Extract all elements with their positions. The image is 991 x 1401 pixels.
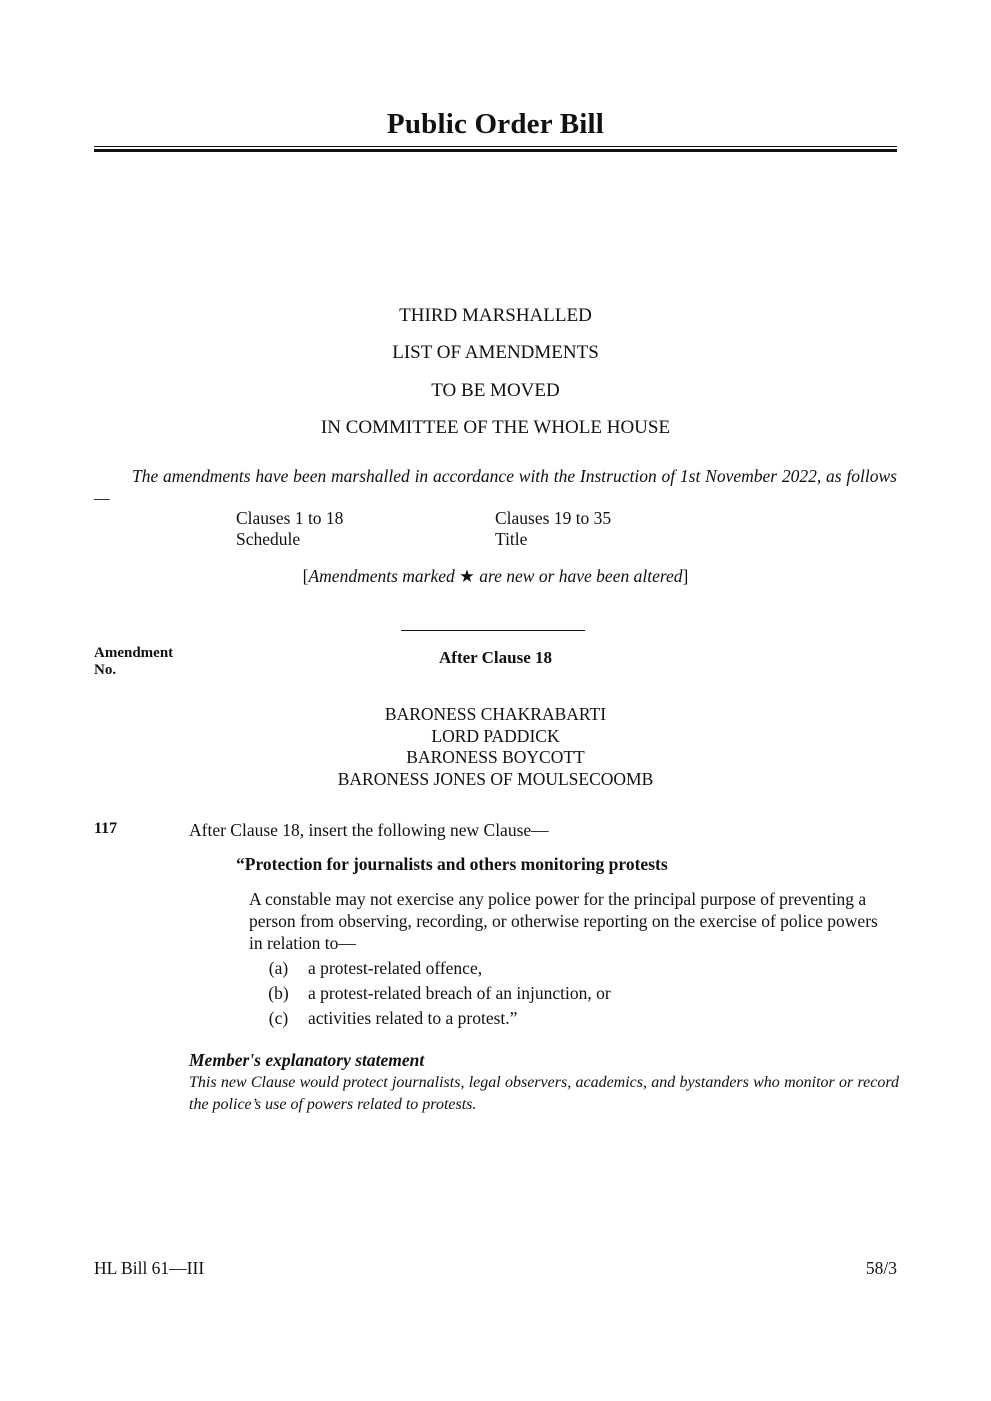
heading-line-3: TO BE MOVED (431, 380, 560, 401)
amendment-note (94, 566, 897, 587)
paragraph-label: (a) (268, 958, 289, 978)
page-reference: 58/3 (865, 1258, 897, 1278)
heading-line-1: THIRD MARSHALLED (399, 305, 592, 326)
sponsor-name: BARONESS CHAKRABARTI (384, 704, 607, 724)
title-rule-thick (94, 149, 897, 152)
new-clause-title: “Protection for journalists and others monitoring protests (236, 854, 668, 874)
paragraph-text: activities related to a protest.” (308, 1008, 518, 1028)
note-bracket-close: ] (682, 566, 689, 586)
paragraph-label: (c) (268, 1008, 289, 1028)
amendment-number: 117 (94, 820, 118, 837)
clause-paragraph (249, 1008, 517, 1029)
paragraph-text: a protest-related offence, (308, 958, 483, 978)
note-text-2: are new or have been altered (474, 566, 683, 586)
new-clause-body: A constable may not exercise any police power for the principal purpose of preventing a person from observing, recording, or otherwise reporting on the exercise of police powers in relation to— (249, 889, 878, 953)
section-divider (401, 630, 585, 631)
sponsor-list (94, 704, 897, 790)
explanatory-statement-heading: Member's explanatory statement (189, 1050, 425, 1070)
amendment-label-line1: Amendment (94, 645, 174, 661)
sponsor-name: LORD PADDICK (431, 725, 560, 746)
bill-reference: HL Bill 61—III (94, 1258, 205, 1278)
amendment-instruction: After Clause 18, insert the following new Clause— (189, 820, 549, 840)
paragraph-label: (b) (268, 983, 289, 1003)
paragraph-text: a protest-related breach of an injunction, or (308, 983, 611, 1003)
marshalling-item: Clauses 1 to 18 (236, 508, 344, 528)
marshalling-item: Clauses 19 to 35 (495, 508, 612, 528)
heading-line-2: LIST OF AMENDMENTS (392, 342, 599, 363)
section-title: After Clause 18 (439, 648, 552, 667)
bill-title: Public Order Bill (386, 108, 605, 140)
sponsor-name: BARONESS JONES OF MOULSECOOMB (337, 768, 654, 789)
note-text-1: Amendments marked (308, 566, 460, 586)
marshalling-item: Schedule (236, 529, 301, 549)
heading-line-4: IN COMMITTEE OF THE WHOLE HOUSE (320, 417, 671, 438)
amendment-label-line2: No. (94, 662, 117, 678)
star-icon: ★ (459, 566, 475, 586)
sponsor-name: BARONESS BOYCOTT (406, 747, 585, 767)
clause-paragraph (249, 958, 482, 979)
marshalling-intro: The amendments have been marshalled in accordance with the Instruction of 1st November 2022, as follows— (94, 466, 897, 508)
explanatory-statement-body: This new Clause would protect journalists, legal observers, academics, and bystanders who monitor or record the police’s use of powers related to protests. (189, 1074, 899, 1113)
clause-paragraph (249, 983, 611, 1004)
marshalling-item: Title (495, 529, 528, 549)
note-bracket-open: [ (302, 566, 309, 586)
title-rule-thin (94, 146, 897, 147)
